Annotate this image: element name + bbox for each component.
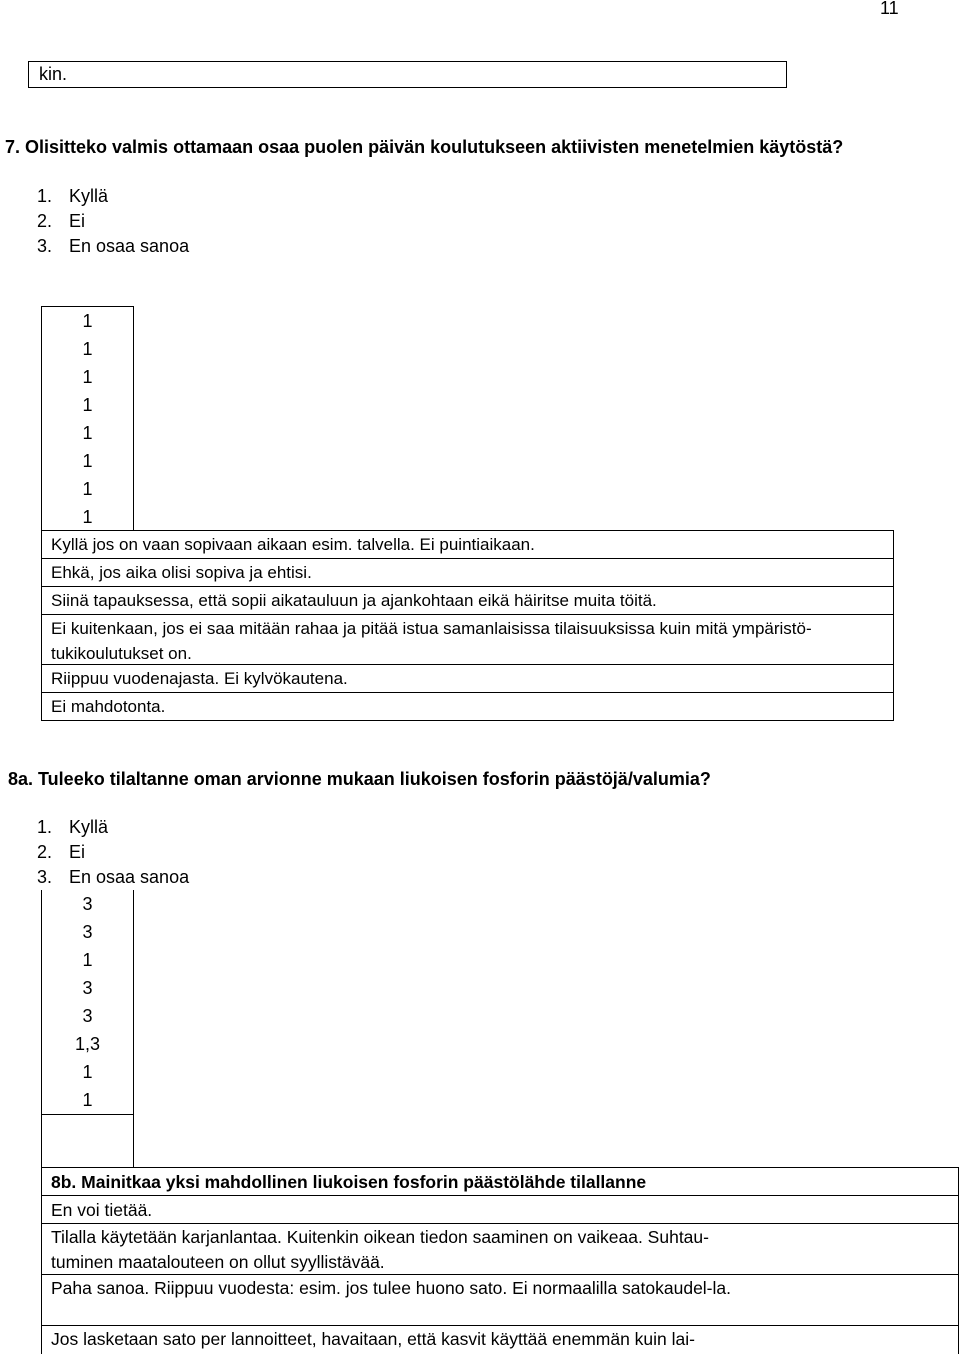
q8a-option: 3. En osaa sanoa	[37, 867, 190, 887]
q8b-comment: Tilalla käytetään karjanlantaa. Kuitenkin oikean tiedon saaminen on vaikeaa. Suhtau-tuminen maatalouteen on ollut syyllistävää.	[42, 1224, 958, 1275]
q8b-comment: En voi tietää.	[42, 1196, 958, 1224]
q8a-answer-value: 1	[82, 1062, 93, 1082]
q7-comment: Ei mahdotonta.	[51, 697, 166, 716]
q8a-option: 1. Kyllä	[37, 817, 109, 837]
question-8a: 8a. Tuleeko tilaltanne oman arvionne mukaan liukoisen fosforin päästöjä/valumia?	[8, 769, 711, 789]
q7-comments-table	[41, 530, 894, 721]
q8a-answer-value: 3	[82, 922, 93, 942]
q8a-options	[37, 815, 189, 890]
q7-answer-value: 1	[82, 423, 93, 443]
q7-answer-value: 1	[82, 507, 93, 527]
q7-comment: Kyllä jos on vaan sopivaan aikaan esim. talvella. Ei puintiaikaan.	[42, 531, 893, 559]
q8a-answer-value: 1,3	[74, 1034, 101, 1054]
q7-comment: Ehkä, jos aika olisi sopiva ja ehtisi.	[42, 559, 893, 587]
q7-answer-value: 1	[82, 311, 93, 331]
q7-option: 1. Kyllä	[37, 186, 109, 206]
question-7: 7. Olisitteko valmis ottamaan osaa puolen päivän koulutukseen aktiivisten menetelmien käytöstä?	[5, 137, 844, 157]
q8a-answer-value: 1	[82, 950, 93, 970]
q7-options	[37, 184, 189, 259]
q7-comment: Riippuu vuodenajasta. Ei kylvökautena.	[42, 665, 893, 693]
q7-option: 2. Ei	[37, 211, 86, 231]
q7-comment: Ei kuitenkaan, jos ei saa mitään rahaa ja pitää istua samanlaisissa tilaisuuksissa kuin mitä ympäristö-tukikoulutukset on.	[42, 615, 893, 665]
question-8b: 8b. Mainitkaa yksi mahdollinen liukoisen fosforin päästölähde tilallanne	[42, 1168, 958, 1196]
previous-answer-text: kin.	[39, 64, 68, 84]
q7-answer-column	[41, 306, 134, 530]
q7-answer-value: 1	[82, 339, 93, 359]
q8a-answer-value: 3	[82, 1006, 93, 1026]
q8a-answer-value: 3	[82, 894, 93, 914]
previous-answer-box	[28, 61, 787, 88]
q8a-option: 2. Ei	[37, 842, 86, 862]
q8a-answer-value: 3	[82, 978, 93, 998]
q7-answer-value: 1	[82, 367, 93, 387]
q8a-answer-column	[41, 890, 134, 1167]
q7-answer-value: 1	[82, 451, 93, 471]
q7-answer-value: 1	[82, 479, 93, 499]
q7-comment: Siinä tapauksessa, että sopii aikatauluun ja ajankohtaan eikä häiritse muita töitä.	[42, 587, 893, 615]
q7-option: 3. En osaa sanoa	[37, 236, 190, 256]
q8a-answer-value: 1	[82, 1090, 93, 1110]
q7-answer-value: 1	[82, 395, 93, 415]
q8b-table	[41, 1167, 959, 1354]
page-number: 11	[880, 0, 899, 18]
q8b-comment: Paha sanoa. Riippuu vuodesta: esim. jos tulee huono sato. Ei normaalilla satokaudel-la.	[42, 1275, 958, 1326]
q8a-answer-value	[42, 1114, 133, 1142]
q8b-comment: Jos lasketaan sato per lannoitteet, havaitaan, että kasvit käyttää enemmän kuin lai-	[51, 1329, 695, 1349]
